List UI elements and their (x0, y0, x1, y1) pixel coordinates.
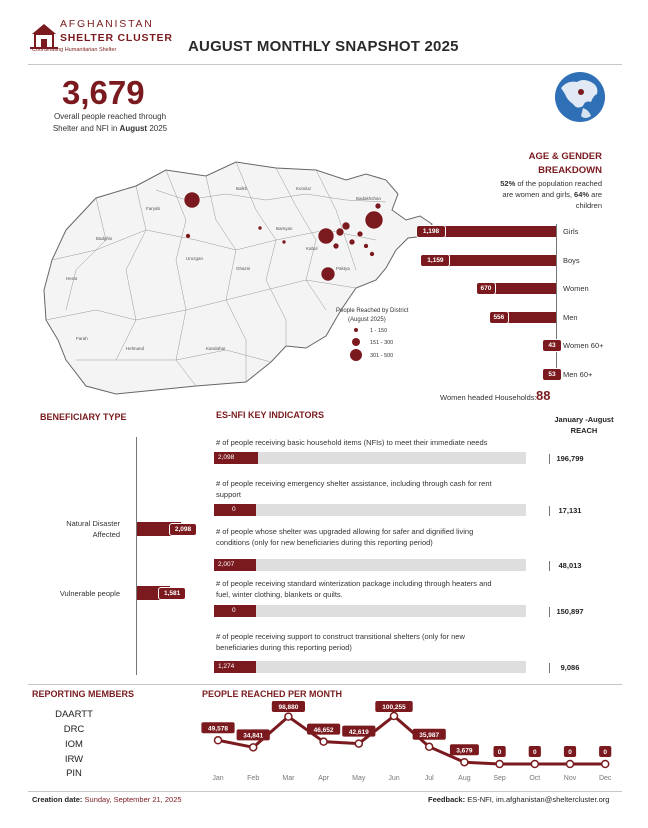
svg-text:Kabul: Kabul (306, 246, 318, 251)
monthly-reach-point (426, 743, 433, 750)
member-name: IRW (64, 754, 84, 765)
indicator-cumulative-reach: 150,897 (556, 607, 584, 616)
caption-pre: Shelter and NFI in (52, 124, 120, 133)
month-tick-label: Mar (282, 775, 295, 782)
svg-text:Badghis: Badghis (96, 236, 113, 241)
beneficiary-label-line1: Vulnerable people (59, 589, 120, 598)
age-gender-label: Girls (563, 227, 579, 236)
monthly-value-label: 100,255 (382, 704, 406, 712)
age-gender-title-line2: BREAKDOWN (538, 165, 602, 176)
indicator-month-value: 2,098 (218, 454, 235, 461)
age-gender-title-line1: AGE & GENDER (528, 151, 602, 162)
svg-text:Ghazni: Ghazni (236, 266, 251, 271)
month-tick-label: Nov (563, 775, 577, 782)
monthly-reach-point (285, 713, 292, 720)
reach-header-line2: REACH (570, 426, 598, 435)
monthly-value-label: 35,987 (419, 731, 440, 739)
beneficiary-value: 1,581 (158, 587, 186, 600)
indicator-bar-track (214, 559, 526, 571)
age-gender-value: 670 (476, 282, 496, 295)
svg-text:Uruzgan: Uruzgan (186, 256, 204, 261)
section-divider (28, 684, 622, 685)
monthly-reach-point (215, 737, 222, 744)
age-gender-value: 43 (542, 339, 562, 352)
month-tick-label: May (352, 775, 366, 782)
feedback-contact: ES-NFI, im.afghanistan@sheltercluster.org (465, 795, 610, 804)
monthly-reach-point (391, 713, 398, 720)
indicator-cumulative-reach: 196,799 (556, 454, 584, 463)
map-legend-title-1: People Reached by District (336, 308, 409, 314)
month-tick-label: Oct (529, 775, 541, 782)
women-girls-pct: 52% (500, 179, 516, 188)
monthly-reach-point (531, 761, 538, 768)
monthly-value-label: 0 (532, 749, 537, 757)
month-tick-label: Jun (388, 775, 400, 782)
svg-text:Farah: Farah (76, 336, 88, 341)
monthly-reach-chart (196, 700, 626, 788)
monthly-reach-point (250, 744, 257, 751)
monthly-reach-point (567, 761, 574, 768)
age-gender-label: Women 60+ (563, 341, 604, 350)
caption-line1: Overall people reached through (53, 112, 167, 121)
monthly-value-label: 49,578 (208, 725, 228, 733)
reach-header (544, 414, 624, 436)
indicator-month-value: 0 (232, 607, 236, 614)
indicator-month-value: 2,007 (218, 561, 235, 568)
logo-tagline: Coordinating Humanitarian Shelter (32, 47, 117, 53)
indicators-title: ES-NFI KEY INDICATORS (216, 410, 325, 420)
reach-header-august: August (587, 415, 614, 424)
month-tick-label: Aug (458, 775, 471, 782)
age-gender-value: 1,159 (420, 254, 450, 267)
age-gender-note-c: are (589, 190, 602, 199)
logo-country: AFGHANISTAN (60, 18, 154, 30)
monthly-reach-point (355, 740, 362, 747)
month-tick-label: Dec (598, 775, 612, 782)
indicator-description: # of people receiving emergency shelter assistance, including through cash for rent support (216, 479, 492, 499)
age-gender-value: 1,198 (416, 225, 446, 238)
svg-text:Faryab: Faryab (146, 206, 161, 211)
indicator-cumulative-reach: 17,131 (558, 506, 582, 515)
map-legend-swatch-medium (352, 338, 360, 346)
member-name: IOM (65, 739, 83, 750)
feedback (428, 795, 609, 804)
beneficiary-label-line2: Affected (92, 530, 120, 539)
month-tick-label: Feb (247, 775, 260, 782)
beneficiary-axis (136, 437, 137, 675)
children-pct: 64% (574, 190, 590, 199)
indicator-bar-track (214, 605, 526, 617)
indicator-month-value: 0 (232, 506, 236, 513)
beneficiary-label (20, 518, 120, 540)
indicator-bar-track (214, 504, 526, 516)
footer-divider (28, 791, 622, 792)
monthly-value-label: 42,619 (348, 728, 369, 736)
age-gender-title (470, 150, 602, 178)
indicator-cumulative-reach: 9,086 (560, 663, 580, 672)
afghanistan-district-map (36, 150, 436, 398)
monthly-value-label: 0 (603, 749, 608, 757)
beneficiary-label-line1: Natural Disaster (66, 519, 120, 528)
age-gender-axis (556, 224, 557, 376)
age-gender-label: Boys (563, 255, 580, 265)
age-gender-note-a: of the population reached (515, 179, 602, 188)
indicator-bar-track (214, 661, 526, 673)
total-reached-value: 3,679 (62, 74, 145, 111)
logo-cluster-name: SHELTER CLUSTER (60, 32, 173, 44)
indicator-description: # of people receiving basic household items (NFIs) to meet their immediate needs (216, 438, 488, 447)
month-tick-label: Sep (493, 775, 506, 782)
monthly-reach-point (496, 761, 503, 768)
age-gender-value: 556 (489, 311, 509, 324)
page-title: AUGUST MONTHLY SNAPSHOT 2025 (188, 38, 459, 55)
monthly-reach-line (218, 716, 608, 764)
member-name: DAARTT (55, 709, 93, 720)
svg-text:Badakhshan: Badakhshan (356, 196, 382, 201)
month-tick-label: Apr (318, 775, 330, 782)
beneficiary-type-title: BENEFICIARY TYPE (40, 412, 127, 422)
monthly-reach-point (320, 738, 327, 745)
map-legend-title-2: (August 2025) (348, 317, 386, 323)
reach-header-line1: January - (554, 415, 588, 424)
age-gender-label: Women (563, 284, 589, 293)
map-legend-range-2: 151 - 300 (370, 340, 394, 346)
monthly-value-label: 46,652 (313, 726, 334, 734)
indicator-bar-track (214, 452, 526, 464)
member-name: DRC (63, 724, 85, 735)
age-gender-value: 53 (542, 368, 562, 381)
creation-date (32, 795, 182, 804)
reporting-members-title: REPORTING MEMBERS (32, 689, 135, 699)
map-legend-swatch-large (350, 349, 362, 361)
monthly-value-label: 0 (568, 749, 572, 757)
indicator-description: # of people receiving support to construct transitional shelters (only for new beneficiaries during this reporting period) (216, 632, 465, 652)
svg-text:Paktya: Paktya (336, 266, 350, 271)
creation-date-value: Sunday, September 21, 2025 (82, 795, 182, 804)
age-gender-note-d: children (575, 201, 602, 210)
women-headed-label: Women headed Households: (440, 393, 537, 402)
beneficiary-label (20, 588, 120, 599)
monthly-value-label: 98,880 (278, 704, 299, 712)
monthly-chart-title: PEOPLE REACHED PER MONTH (202, 689, 343, 699)
creation-label: Creation date: (32, 795, 83, 804)
beneficiary-value: 2,098 (169, 523, 197, 536)
indicator-month-value: 1,274 (218, 663, 235, 670)
monthly-reach-point (602, 761, 609, 768)
total-reached-caption (40, 111, 180, 135)
indicator-description: # of people receiving standard winterization package including through heaters and fuel, winter clothing, blankets or quilts. (216, 579, 492, 599)
svg-text:Herat: Herat (66, 276, 78, 281)
caption-month: August (119, 124, 148, 133)
age-gender-note (470, 178, 602, 211)
monthly-value-label: 0 (497, 749, 502, 757)
caption-year: 2025 (147, 124, 168, 133)
monthly-reach-point (461, 759, 468, 766)
header-divider (28, 64, 622, 65)
svg-text:Kunduz: Kunduz (296, 186, 312, 191)
map-legend-swatch-small (354, 328, 358, 332)
map-legend-range-3: 301 - 500 (370, 353, 394, 359)
month-tick-label: Jan (212, 775, 224, 782)
map-legend-range-1: 1 - 150 (370, 328, 388, 334)
indicator-description: # of people whose shelter was upgraded allowing for safer and dignified living conditions (only for new beneficiaries during this reporting period) (216, 527, 474, 547)
svg-text:Bamyan: Bamyan (276, 226, 293, 231)
age-gender-label: Men 60+ (563, 369, 593, 379)
svg-text:Balkh: Balkh (236, 186, 248, 191)
member-name: PIN (66, 768, 82, 779)
age-gender-note-b: are women and girls, (502, 190, 575, 199)
feedback-label: Feedback: (428, 795, 466, 804)
indicator-cumulative-reach: 48,013 (558, 561, 582, 570)
women-headed-value: 88 (536, 388, 551, 403)
monthly-value-label: 34,841 (243, 732, 264, 740)
globe-icon (553, 70, 607, 124)
month-tick-label: Jul (424, 775, 434, 782)
monthly-value-label: 3,679 (456, 747, 473, 755)
age-gender-label: Men (563, 312, 578, 322)
svg-text:Kandahar: Kandahar (206, 346, 226, 351)
svg-text:Helmand: Helmand (126, 346, 145, 351)
